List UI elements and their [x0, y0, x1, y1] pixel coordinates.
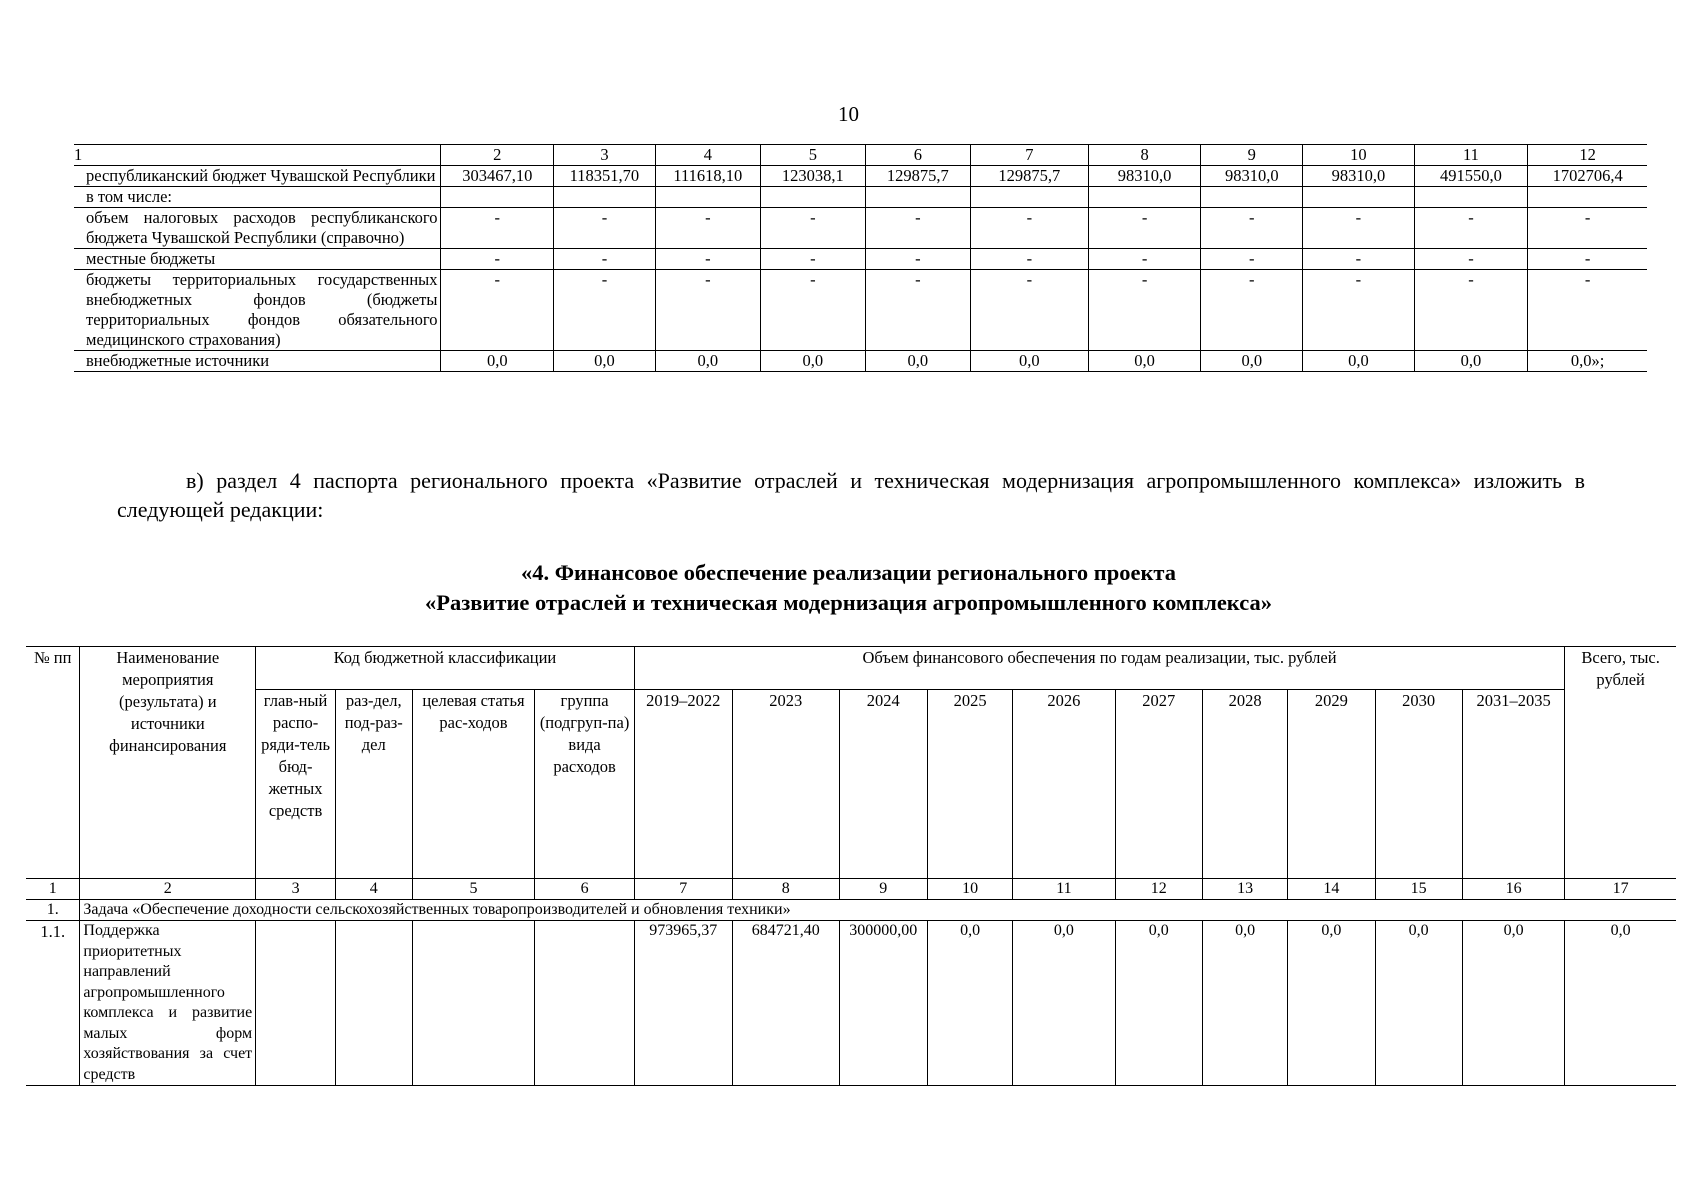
column-number: 15	[1375, 879, 1462, 900]
financial-support-table	[26, 646, 1676, 1086]
row-value: -	[970, 208, 1088, 249]
task-number: 1.	[26, 900, 80, 921]
row-value: 129875,7	[865, 166, 970, 187]
header-year: 2031–2035	[1462, 690, 1564, 879]
row-value: -	[1303, 270, 1415, 351]
amendment-paragraph: в) раздел 4 паспорта регионального проекта «Развитие отраслей и техническая модернизация агропромышленного комплекса» изложить в следующей редакции:	[117, 468, 1585, 522]
table-row	[74, 187, 1647, 208]
column-number: 8	[732, 879, 839, 900]
row-value: -	[865, 208, 970, 249]
column-number: 14	[1288, 879, 1375, 900]
task-text: Задача «Обеспечение доходности сельскохозяйственных товаропроизводителей и обновления техники»	[80, 900, 1676, 921]
row-value: -	[865, 249, 970, 270]
column-number: 12	[1528, 145, 1647, 166]
row-value: 0,0	[1414, 351, 1528, 372]
column-number: 6	[865, 145, 970, 166]
column-number: 3	[554, 145, 656, 166]
section-title-line2: «Развитие отраслей и техническая модернизация агропромышленного комплекса»	[425, 590, 1272, 615]
row-value: 303467,10	[441, 166, 554, 187]
row-value: -	[554, 270, 656, 351]
funding-sources-table	[74, 144, 1647, 372]
page-number: 10	[838, 102, 859, 126]
row-value: 0,0	[1088, 351, 1201, 372]
row-value: -	[1201, 208, 1303, 249]
column-number: 11	[1013, 879, 1115, 900]
column-number: 3	[256, 879, 336, 900]
row-value	[1414, 187, 1528, 208]
column-number: 5	[760, 145, 865, 166]
column-number: 9	[839, 879, 927, 900]
header-year: 2023	[732, 690, 839, 879]
row-label: объем налоговых расходов республиканского бюджета Чувашской Республики (справочно)	[74, 208, 441, 249]
column-number: 5	[412, 879, 535, 900]
row-value: 0,0	[554, 351, 656, 372]
column-number: 10	[928, 879, 1013, 900]
row-value: 684721,40	[732, 921, 839, 1086]
column-number: 7	[634, 879, 732, 900]
row-value: 98310,0	[1201, 166, 1303, 187]
row-value	[1303, 187, 1415, 208]
row-value	[1201, 187, 1303, 208]
task-row	[26, 900, 1676, 921]
row-value	[865, 187, 970, 208]
header-year: 2028	[1202, 690, 1287, 879]
header-year: 2030	[1375, 690, 1462, 879]
row-value: -	[1201, 249, 1303, 270]
header-year: 2027	[1115, 690, 1202, 879]
row-value: -	[1088, 208, 1201, 249]
row-name: Поддержка приоритетных направлений агропромышленного комплекса и развитие малых форм хозяйствования за счет средств	[80, 921, 256, 1086]
row-value: 491550,0	[1414, 166, 1528, 187]
empty-code-cell	[412, 921, 535, 1086]
row-value: -	[1414, 208, 1528, 249]
header-name: Наименование мероприятия (результата) и источники финансирования	[80, 647, 256, 879]
row-value	[441, 187, 554, 208]
row-value	[554, 187, 656, 208]
row-value: -	[1414, 270, 1528, 351]
header-year: 2024	[839, 690, 927, 879]
column-numbers-row	[26, 879, 1676, 900]
column-number: 8	[1088, 145, 1201, 166]
table-row	[74, 208, 1647, 249]
column-number: 9	[1201, 145, 1303, 166]
row-value: -	[1303, 208, 1415, 249]
row-value: 0,0	[1303, 351, 1415, 372]
row-value: 300000,00	[839, 921, 927, 1086]
row-value: -	[1414, 249, 1528, 270]
row-value	[760, 187, 865, 208]
header-code-sub: группа (подгруп-па) вида расходов	[535, 690, 634, 879]
section-title-line1: «4. Финансовое обеспечение реализации регионального проекта	[520, 560, 1177, 585]
row-value: 0,0	[1375, 921, 1462, 1086]
column-number: 13	[1202, 879, 1287, 900]
row-label: внебюджетные источники	[74, 351, 441, 372]
empty-code-cell	[335, 921, 412, 1086]
header-code-sub: раз-дел, под-раз-дел	[335, 690, 412, 879]
row-value: 1702706,4	[1528, 166, 1647, 187]
header-year: 2019–2022	[634, 690, 732, 879]
row-value: -	[554, 208, 656, 249]
row-value	[1528, 187, 1647, 208]
row-value: -	[760, 208, 865, 249]
row-value: 0,0	[1115, 921, 1202, 1086]
row-value	[1088, 187, 1201, 208]
row-value: 123038,1	[760, 166, 865, 187]
column-number: 2	[441, 145, 554, 166]
column-number: 7	[970, 145, 1088, 166]
row-number: 1.1.	[26, 921, 80, 1086]
row-value: 0,0	[1201, 351, 1303, 372]
row-value	[970, 187, 1088, 208]
row-value: -	[865, 270, 970, 351]
row-value: -	[970, 249, 1088, 270]
table-row	[74, 249, 1647, 270]
row-value: -	[655, 208, 760, 249]
header-code-sub: целевая статья рас-ходов	[412, 690, 535, 879]
header-year: 2026	[1013, 690, 1115, 879]
table-header-row-1	[26, 647, 1676, 690]
column-number: 4	[335, 879, 412, 900]
table-row	[26, 921, 1676, 1086]
row-value: 0,0	[441, 351, 554, 372]
row-label: республиканский бюджет Чувашской Республики	[74, 166, 441, 187]
row-value: 98310,0	[1088, 166, 1201, 187]
header-year: 2025	[928, 690, 1013, 879]
empty-code-cell	[256, 921, 336, 1086]
table-header-row-2	[26, 690, 1676, 879]
row-value: -	[1528, 208, 1647, 249]
header-year: 2029	[1288, 690, 1375, 879]
row-value: -	[1088, 270, 1201, 351]
row-value: -	[441, 249, 554, 270]
table-row	[74, 351, 1647, 372]
header-total: Всего, тыс. рублей	[1565, 647, 1676, 879]
row-value: -	[970, 270, 1088, 351]
row-value: 0,0	[760, 351, 865, 372]
column-number: 12	[1115, 879, 1202, 900]
header-no: № пп	[26, 647, 80, 879]
header-code-sub: глав-ный распо-ряди-тель бюд-жетных средств	[256, 690, 336, 879]
table-row	[74, 270, 1647, 351]
column-number: 6	[535, 879, 634, 900]
row-value: -	[1201, 270, 1303, 351]
row-label: в том числе:	[74, 187, 441, 208]
column-number: 4	[655, 145, 760, 166]
column-number: 2	[80, 879, 256, 900]
row-label: бюджеты территориальных государственных внебюджетных фондов (бюджеты территориальных фондов обязательного медицинского страхования)	[74, 270, 441, 351]
row-value: 111618,10	[655, 166, 760, 187]
table-row	[74, 166, 1647, 187]
row-value: -	[760, 249, 865, 270]
row-value: -	[554, 249, 656, 270]
column-number: 11	[1414, 145, 1528, 166]
column-number: 17	[1565, 879, 1676, 900]
column-number: 1	[26, 879, 80, 900]
row-value: -	[655, 249, 760, 270]
row-value: -	[441, 270, 554, 351]
row-value	[655, 187, 760, 208]
row-value: 0,0	[1013, 921, 1115, 1086]
row-value: 973965,37	[634, 921, 732, 1086]
row-value: -	[655, 270, 760, 351]
row-label: местные бюджеты	[74, 249, 441, 270]
row-value: 0,0	[865, 351, 970, 372]
header-volume: Объем финансового обеспечения по годам реализации, тыс. рублей	[634, 647, 1565, 690]
column-number: 16	[1462, 879, 1564, 900]
row-value: 0,0»;	[1528, 351, 1647, 372]
row-value: -	[441, 208, 554, 249]
header-budget-code: Код бюджетной классификации	[256, 647, 635, 690]
table-header-row	[74, 145, 1647, 166]
row-value: 0,0	[928, 921, 1013, 1086]
row-value: 118351,70	[554, 166, 656, 187]
row-value: 0,0	[1202, 921, 1287, 1086]
row-value: 0,0	[970, 351, 1088, 372]
row-value: -	[1303, 249, 1415, 270]
empty-code-cell	[535, 921, 634, 1086]
row-value: -	[1528, 270, 1647, 351]
row-value: 0,0	[1565, 921, 1676, 1086]
row-value: 0,0	[1288, 921, 1375, 1086]
row-value: 98310,0	[1303, 166, 1415, 187]
row-value: -	[1528, 249, 1647, 270]
column-number: 1	[74, 145, 441, 166]
row-value: 0,0	[655, 351, 760, 372]
row-value: -	[1088, 249, 1201, 270]
column-number: 10	[1303, 145, 1415, 166]
row-value: 0,0	[1462, 921, 1564, 1086]
row-value: 129875,7	[970, 166, 1088, 187]
row-value: -	[760, 270, 865, 351]
